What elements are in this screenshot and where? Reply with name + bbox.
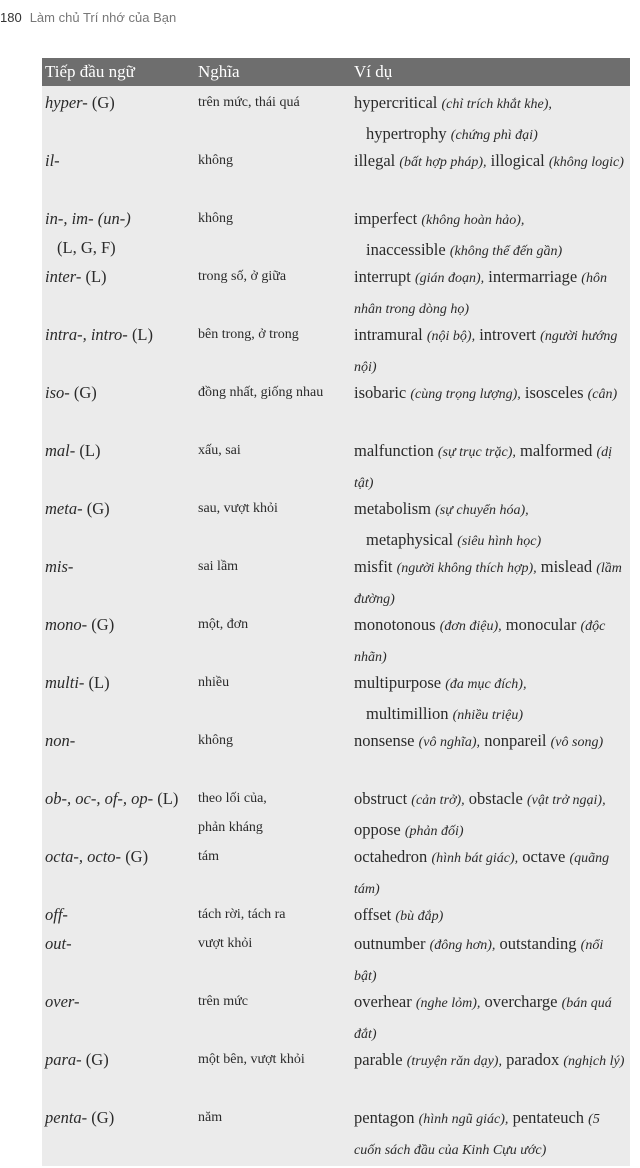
meaning-cell	[198, 842, 348, 871]
example-word: octahedron	[354, 847, 428, 866]
example-word: malformed	[520, 441, 593, 460]
table-row	[42, 144, 630, 202]
meaning-text: không	[198, 153, 233, 168]
example-gloss: (không hoàn hảo),	[421, 213, 525, 228]
example-gloss: (quãng tám)	[354, 851, 610, 897]
example-word: malfunction	[354, 441, 434, 460]
meaning-cell	[198, 320, 348, 349]
example-word: nonpareil	[484, 731, 547, 750]
meaning-text: một, đơn	[198, 617, 249, 632]
meaning-text: nhiều	[198, 675, 230, 690]
meaning-text: một bên, vượt khỏi	[198, 1052, 305, 1067]
prefix-cell	[45, 900, 191, 929]
example-word: oppose	[354, 820, 401, 839]
example-gloss: (độc nhãn)	[354, 619, 606, 665]
example-gloss: (cùng trọng lượng),	[410, 387, 521, 402]
example-cell	[354, 842, 626, 904]
example-gloss: (người hướng nội)	[354, 329, 618, 375]
example-word: parable	[354, 1050, 403, 1069]
table-header	[42, 58, 630, 86]
example-gloss: (đông hơn),	[429, 938, 496, 953]
prefix-cell	[45, 842, 191, 871]
meaning-text: sai lầm	[198, 559, 239, 574]
prefix-cell	[45, 552, 191, 581]
origin-code: (L, G, F)	[57, 238, 116, 257]
example-cell	[354, 320, 626, 382]
example-cell	[354, 1103, 626, 1165]
meaning-cell	[198, 1103, 348, 1132]
example-gloss: (chỉ trích khắt khe),	[441, 97, 552, 112]
meaning-text: phản kháng	[198, 820, 263, 835]
example-gloss: (dị tật)	[354, 445, 613, 491]
origin-code: (G)	[73, 383, 97, 402]
meaning-cell	[198, 204, 348, 233]
example-gloss: (5 cuốn sách đầu của Kinh Cựu ước)	[354, 1112, 600, 1158]
meaning-text: không	[198, 211, 233, 226]
example-gloss: (đa mục đích),	[445, 677, 527, 692]
origin-code: (L)	[131, 325, 154, 344]
prefix-term: hyper-	[45, 93, 88, 112]
prefix-cell	[45, 610, 191, 639]
example-gloss: (hôn nhân trong dòng họ)	[354, 271, 607, 317]
meaning-text: theo lối của,	[198, 791, 267, 806]
example-word: isobaric	[354, 383, 407, 402]
table-row	[42, 782, 630, 840]
example-gloss: (người không thích hợp),	[396, 561, 537, 576]
example-word: obstruct	[354, 789, 408, 808]
example-word: multimillion	[366, 704, 449, 723]
prefix-cell	[45, 929, 191, 958]
example-word: offset	[354, 905, 392, 924]
meaning-cell	[198, 88, 348, 117]
example-word: monotonous	[354, 615, 436, 634]
prefix-cell	[45, 987, 191, 1016]
column-header-meaning: Nghĩa	[198, 62, 240, 81]
prefix-cell	[45, 204, 191, 262]
example-word: hypercritical	[354, 93, 438, 112]
prefix-term: out-	[45, 934, 72, 953]
example-word: obstacle	[468, 789, 523, 808]
meaning-cell	[198, 784, 348, 842]
example-cell	[354, 987, 626, 1049]
prefix-table	[42, 58, 630, 1166]
example-word: hypertrophy	[366, 124, 447, 143]
meaning-cell	[198, 552, 348, 581]
origin-code: (G)	[91, 93, 115, 112]
origin-code: (G)	[85, 1050, 109, 1069]
example-cell	[354, 726, 626, 757]
prefix-cell	[45, 88, 191, 117]
example-cell	[354, 1045, 626, 1076]
prefix-term: mono-	[45, 615, 88, 634]
meaning-cell	[198, 1045, 348, 1074]
example-word: overhear	[354, 992, 412, 1011]
example-word: monocular	[505, 615, 577, 634]
table-row	[42, 898, 630, 927]
table-row	[42, 927, 630, 985]
meaning-cell	[198, 726, 348, 755]
example-cell	[354, 784, 626, 846]
meaning-cell	[198, 436, 348, 465]
example-word: paradox	[506, 1050, 560, 1069]
meaning-text: trên mức, thái quá	[198, 95, 300, 110]
meaning-cell	[198, 262, 348, 291]
example-word: metabolism	[354, 499, 431, 518]
prefix-term: intra-, intro-	[45, 325, 128, 344]
example-gloss: (bán quá đắt)	[354, 996, 612, 1042]
prefix-term: il-	[45, 151, 60, 170]
meaning-text: tách rời, tách ra	[198, 907, 286, 922]
example-gloss: (cản trở),	[411, 793, 465, 808]
example-word: illegal	[354, 151, 396, 170]
prefix-term: para-	[45, 1050, 82, 1069]
table-row	[42, 434, 630, 492]
table-row	[42, 260, 630, 318]
example-gloss: (lầm đường)	[354, 561, 622, 607]
table-row	[42, 1043, 630, 1101]
example-word: introvert	[479, 325, 537, 344]
meaning-cell	[198, 610, 348, 639]
meaning-text: vượt khỏi	[198, 936, 253, 951]
meaning-cell	[198, 900, 348, 929]
prefix-term: ob-, oc-, of-, op-	[45, 789, 154, 808]
example-word: outstanding	[499, 934, 577, 953]
example-gloss: (không thể đến gần)	[449, 244, 563, 259]
table-row	[42, 840, 630, 898]
prefix-term: over-	[45, 992, 80, 1011]
example-word: intermarriage	[488, 267, 578, 286]
example-gloss: (phản đối)	[404, 824, 464, 839]
prefix-cell	[45, 1103, 191, 1132]
prefix-cell	[45, 262, 191, 291]
meaning-cell	[198, 378, 348, 407]
example-cell	[354, 262, 626, 324]
origin-code: (L)	[157, 789, 179, 808]
example-cell	[354, 378, 626, 409]
column-header-examples: Ví dụ	[354, 62, 393, 81]
prefix-cell	[45, 436, 191, 465]
origin-code: (L)	[79, 441, 101, 460]
meaning-text: không	[198, 733, 233, 748]
example-word: outnumber	[354, 934, 426, 953]
meaning-text: đồng nhất, giống nhau	[198, 385, 324, 400]
example-cell	[354, 88, 626, 150]
table-row	[42, 666, 630, 724]
example-word: pentagon	[354, 1108, 415, 1127]
example-cell	[354, 929, 626, 991]
example-word: isosceles	[524, 383, 584, 402]
page-number: 180	[0, 10, 22, 25]
example-word: pentateuch	[512, 1108, 585, 1127]
meaning-text: trên mức	[198, 994, 248, 1009]
example-gloss: (vật trở ngại),	[526, 793, 606, 808]
example-word: misfit	[354, 557, 393, 576]
example-word: multipurpose	[354, 673, 442, 692]
prefix-term: penta-	[45, 1108, 88, 1127]
example-word: intramural	[354, 325, 423, 344]
table-row	[42, 376, 630, 434]
example-cell	[354, 668, 626, 730]
table-row	[42, 492, 630, 550]
example-word: metaphysical	[366, 530, 454, 549]
example-gloss: (vô song)	[550, 735, 604, 750]
meaning-cell	[198, 668, 348, 697]
prefix-cell	[45, 146, 191, 175]
meaning-text: tám	[198, 849, 219, 864]
example-word: mislead	[540, 557, 593, 576]
example-word: inaccessible	[366, 240, 446, 259]
table-row	[42, 318, 630, 376]
prefix-term: non-	[45, 731, 76, 750]
prefix-cell	[45, 726, 191, 755]
origin-code: (L)	[85, 267, 107, 286]
origin-code: (G)	[125, 847, 149, 866]
example-cell	[354, 204, 626, 266]
example-cell	[354, 552, 626, 614]
example-gloss: (hình ngũ giác),	[418, 1112, 509, 1127]
table-row	[42, 985, 630, 1043]
example-gloss: (chứng phì đại)	[450, 128, 538, 143]
example-cell	[354, 146, 626, 177]
meaning-text: bên trong, ở trong	[198, 327, 299, 342]
meaning-text: trong số, ở giữa	[198, 269, 287, 284]
prefix-cell	[45, 494, 191, 523]
example-word: nonsense	[354, 731, 415, 750]
meaning-text: xấu, sai	[198, 443, 241, 458]
table-row	[42, 1101, 630, 1159]
prefix-cell	[45, 784, 191, 813]
example-gloss: (không logic)	[548, 155, 624, 170]
example-gloss: (nghe lỏm),	[415, 996, 481, 1011]
example-gloss: (truyện răn dạy),	[406, 1054, 502, 1069]
example-cell	[354, 436, 626, 498]
origin-code: (G)	[86, 499, 110, 518]
example-gloss: (hình bát giác),	[431, 851, 519, 866]
prefix-cell	[45, 668, 191, 697]
example-gloss: (nghịch lý)	[563, 1054, 625, 1069]
example-gloss: (nhiều triệu)	[452, 708, 524, 723]
meaning-cell	[198, 929, 348, 958]
example-cell	[354, 610, 626, 672]
example-gloss: (nội bộ),	[426, 329, 476, 344]
example-gloss: (cân)	[587, 387, 618, 402]
meaning-cell	[198, 494, 348, 523]
origin-code: (L)	[88, 673, 110, 692]
table-row	[42, 608, 630, 666]
origin-code: (G)	[91, 1108, 115, 1127]
example-cell	[354, 494, 626, 556]
running-head	[0, 10, 176, 25]
example-gloss: (sự trục trặc),	[437, 445, 516, 460]
meaning-cell	[198, 987, 348, 1016]
running-title: Làm chủ Trí nhớ của Bạn	[29, 10, 177, 25]
origin-code: (G)	[91, 615, 115, 634]
meaning-text: năm	[198, 1110, 223, 1125]
prefix-cell	[45, 320, 191, 349]
example-word: interrupt	[354, 267, 411, 286]
table-row	[42, 724, 630, 782]
prefix-term: inter-	[45, 267, 82, 286]
prefix-cell	[45, 378, 191, 407]
example-word: overcharge	[484, 992, 558, 1011]
example-word: illogical	[490, 151, 545, 170]
example-gloss: (vô nghĩa),	[418, 735, 481, 750]
example-gloss: (gián đoạn),	[414, 271, 485, 286]
example-word: imperfect	[354, 209, 418, 228]
example-gloss: (nổi bật)	[354, 938, 604, 984]
example-gloss: (bù đắp)	[395, 909, 444, 924]
prefix-term: iso-	[45, 383, 70, 402]
prefix-term: octa-, octo-	[45, 847, 122, 866]
prefix-term: off-	[45, 905, 68, 924]
prefix-cell	[45, 1045, 191, 1074]
example-gloss: (sự chuyển hóa),	[435, 503, 529, 518]
table-row	[42, 86, 630, 144]
prefix-term: mis-	[45, 557, 74, 576]
table-row	[42, 550, 630, 608]
column-header-prefix: Tiếp đầu ngữ	[45, 62, 135, 81]
prefix-term: mal-	[45, 441, 76, 460]
meaning-cell	[198, 146, 348, 175]
example-word: octave	[522, 847, 566, 866]
prefix-term: meta-	[45, 499, 83, 518]
meaning-text: sau, vượt khỏi	[198, 501, 278, 516]
prefix-term: in-, im- (un-)	[45, 209, 131, 228]
example-gloss: (đơn điệu),	[439, 619, 502, 634]
example-gloss: (bất hợp pháp),	[399, 155, 487, 170]
table-row	[42, 202, 630, 260]
example-gloss: (siêu hình học)	[457, 534, 542, 549]
prefix-term: multi-	[45, 673, 85, 692]
